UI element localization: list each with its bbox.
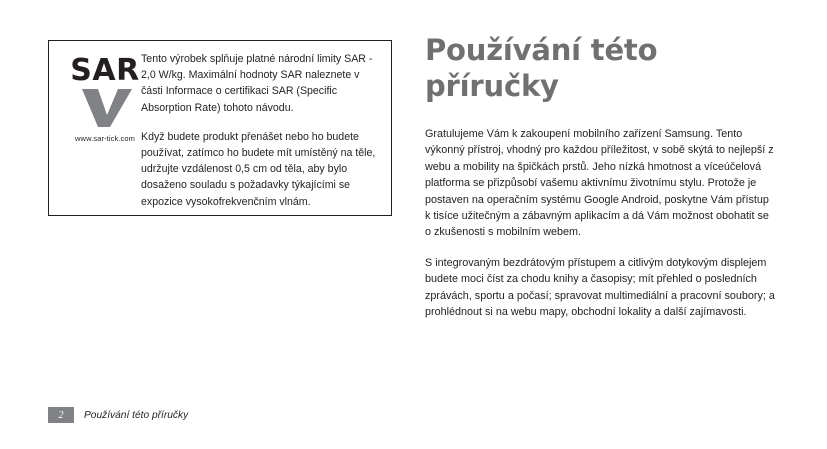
sar-info-box <box>48 40 392 216</box>
sar-text-block <box>141 51 379 210</box>
sar-logo-text: SAR <box>70 53 140 88</box>
sar-logo <box>57 51 153 143</box>
main-content <box>425 32 775 320</box>
sar-paragraph: Když budete produkt přenášet nebo ho budete používat, zatímco ho budete mít umístěný na těle, udržujte vzdálenost 0,5 cm od těla, aby bylo dosaženo souladu s požadavky týkajícími se expozice vysokofrekvenčním vlnám. <box>141 130 376 208</box>
body-paragraph: S integrovaným bezdrátovým přístupem a citlivým dotykovým displejem budete moci číst za chodu knihy a časopisy; mít přehled o posledních zprávách, sportu a počasí; spravovat multimediální a pracovní soubory; a prohlédnout si na webu mapy, obchodní lokality a další zajímavosti. <box>425 256 775 319</box>
page-number-badge: 2 <box>48 407 74 423</box>
footer-section-label: Používání této příručky <box>84 409 189 421</box>
check-mark-icon <box>74 85 136 129</box>
sar-paragraph: Tento výrobek splňuje platné národní limity SAR - 2,0 W/kg. Maximální hodnoty SAR naleznete v části Informace o certifikaci SAR (Specific Absorption Rate) tohoto návodu. <box>141 53 373 114</box>
page-footer <box>48 407 188 423</box>
sar-url-text: www.sar-tick.com <box>75 134 135 143</box>
body-paragraph: Gratulujeme Vám k zakoupení mobilního zařízení Samsung. Tento výkonný přístroj, vhodný pro každou příležitost, v sobě skýtá to nejlepší z webu a mobility na špičkách prstů. Jeho nízká hmotnost a víceúčelová platforma se přizpůsobí vašemu aktivnímu životnímu stylu. Protože je postaven na operačním systému Google Android, poskytne Vám přístup k tisíce užitečným a zábavným aplikacím a dá Vám možnost obohatit se o zkušenosti s mobilním webem. <box>425 128 774 239</box>
body-text-block <box>425 126 775 320</box>
page-title: Používání této příručky <box>425 33 658 103</box>
